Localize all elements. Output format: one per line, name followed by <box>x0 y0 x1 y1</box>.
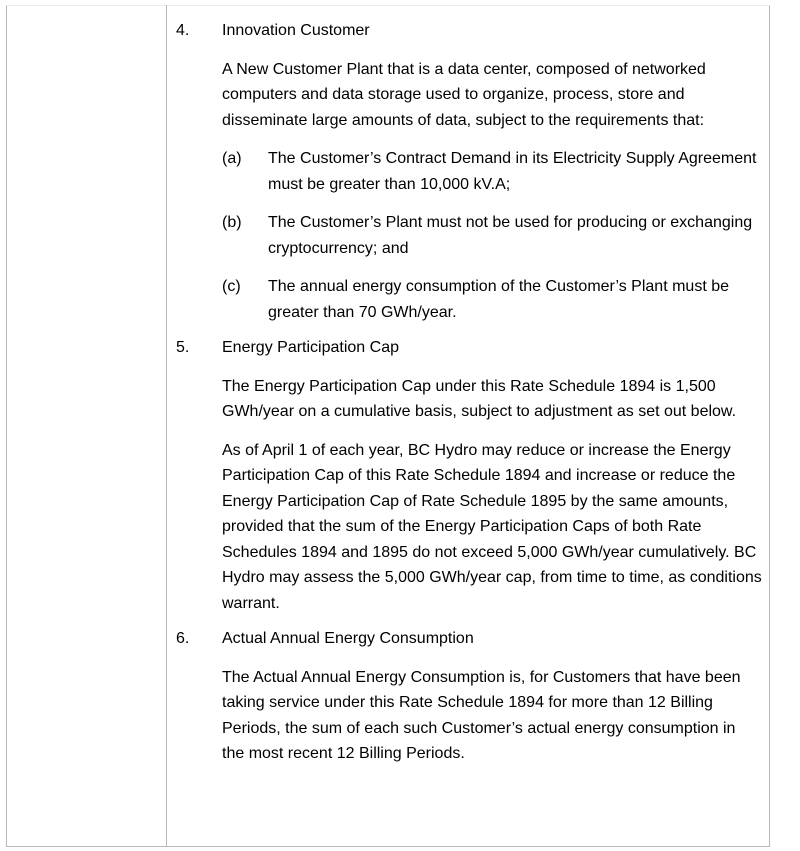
section-number: 6. <box>176 630 190 647</box>
section-heading: Actual Annual Energy Consumption <box>222 630 474 647</box>
section-paragraph: The Energy Participation Cap under this Rate Schedule 1894 is 1,500 GWh/year on a cumulative basis, subject to adjustment as set out below. <box>222 377 737 420</box>
section-6 <box>176 626 762 767</box>
list-item-label: (b) <box>222 214 242 231</box>
list-item-text: The Customer’s Plant must not be used for producing or exchanging cryptocurrency; and <box>268 214 753 257</box>
list-item <box>222 274 762 325</box>
list-item-text: The annual energy consumption of the Customer’s Plant must be greater than 70 GWh/year. <box>268 278 729 321</box>
section-paragraph: As of April 1 of each year, BC Hydro may reduce or increase the Energy Participation Cap of this Rate Schedule 1894 and increase or reduce the Energy Participation Cap of Rate Schedule 1895 by the same amounts, provided that the sum of the Energy Participation Caps of both Rate Schedules 1894 and 1895 do not exceed 5,000 GWh/year cumulatively. BC Hydro may assess the 5,000 GWh/year cap, from time to time, as conditions warrant. <box>222 441 762 612</box>
list-item <box>222 146 762 197</box>
section-heading: Energy Participation Cap <box>222 339 399 356</box>
list-item-label: (c) <box>222 278 241 295</box>
section-5 <box>176 335 762 616</box>
list-item <box>222 210 762 261</box>
list-item-label: (a) <box>222 150 242 167</box>
list-item-text: The Customer’s Contract Demand in its Electricity Supply Agreement must be greater than 10,000 kV.A; <box>268 150 757 193</box>
section-number: 4. <box>176 22 190 39</box>
section-paragraph: The Actual Annual Energy Consumption is, for Customers that have been taking service under this Rate Schedule 1894 for more than 12 Billing Periods, the sum of each such Customer’s actual energy consumption in the most recent 12 Billing Periods. <box>222 668 741 762</box>
section-paragraph: A New Customer Plant that is a data center, composed of networked computers and data storage used to organize, process, store and disseminate large amounts of data, subject to the requirements that: <box>222 60 706 129</box>
section-number: 5. <box>176 339 190 356</box>
document-body <box>176 18 762 767</box>
section-4 <box>176 18 762 325</box>
column-divider <box>166 5 167 846</box>
section-heading: Innovation Customer <box>222 22 370 39</box>
